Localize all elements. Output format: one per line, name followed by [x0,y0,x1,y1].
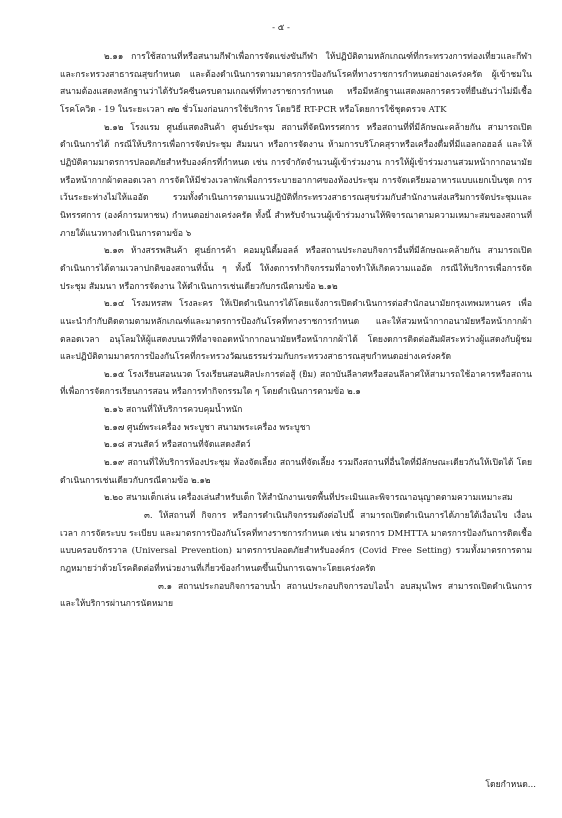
document-body [60,49,532,614]
clause-2-19: ๒.๑๙ สถานที่ให้บริการห้องประชุม ห้องจัดเลี้ยง สถานที่จัดเลี้ยง รวมถึงสถานที่อื่นใดที่มีลักษณะเดียวกันให้เปิดได้ โดยดำเนินการเช่นเดียวกับกรณีตามข้อ ๒.๑๒ [60,458,532,486]
continuation-note: โดยกำหนด... [485,780,536,790]
clause-2-18: ๒.๑๘ สวนสัตว์ หรือสถานที่จัดแสดงสัตว์ [104,440,251,451]
clause-2-20: ๒.๒๐ สนามเด็กเล่น เครื่องเล่นสำหรับเด็ก ให้สำนักงานเขตพื้นที่ประเมินและพิจารณาอนุญาตตามความเหมาะสม [104,493,513,504]
clause-2-15: ๒.๑๕ โรงเรียนสอนนวด โรงเรียนสอนศิลปะการต่อสู้ (ยิม) สถาบันลีลาศหรือสอนลีลาศให้สามารถใช้อาคารหรือสถานที่เพื่อการจัดการเรียนการสอน หรือการทำกิจกรรมใด ๆ โดยดำเนินการตามข้อ ๒.๑ [60,369,532,398]
clause-2-13: ๒.๑๓ ห้างสรรพสินค้า ศูนย์การค้า คอมมูนิตี้มอลล์ หรือสถานประกอบกิจการอื่นที่มีลักษณะคล้ายกัน สามารถเปิดดำเนินการได้ตามเวลาปกติของสถานที่นั้น ๆ ทั้งนี้ ให้งดการทำกิจกรรมที่อาจทำให้เกิดความแออัด กรณีให้บริการเพื่อการจัดประชุม สัมมนา หรือการจัดงาน ให้ดำเนินการเช่นเดียวกับกรณีตามข้อ ๒.๑๒ [60,246,532,292]
page-number: - ๕ - [272,23,290,33]
clause-3-1: ๓.๑ สถานประกอบกิจการอาบน้ำ สถานประกอบกิจการอบไอน้ำ อบสมุนไพร สามารถเปิดดำเนินการและให้บริการผ่านการนัดหมาย [60,581,532,610]
clause-2-16: ๒.๑๖ สถานที่ให้บริการควบคุมน้ำหนัก [104,405,243,416]
clause-2-17: ๒.๑๗ ศูนย์พระเครื่อง พระบูชา สนามพระเครื่อง พระบูชา [104,422,311,433]
clause-2-11: ๒.๑๑ การใช้สถานที่หรือสนามกีฬาเพื่อการจัดแข่งขันกีฬา ให้ปฏิบัติตามหลักเกณฑ์ที่กระทรวงการท่องเที่ยวและกีฬา และกระทรวงสาธารณสุขกำหนด และต้องดำเนินการตามมาตรการป้องกันโรคที่ทางราชการกำหนดอย่างเคร่งครัด ผู้เข้าชมในสนามต้องแสดงหลักฐานว่าได้รับวัคซีนครบตามเกณฑ์ที่ทางราชการกำหนด หรือมีหลักฐานแสดงผลการตรวจที่ยืนยันว่าไม่มีเชื้อโรคโควิด - 19 ในระยะเวลา ๗๒ ชั่วโมงก่อนการใช้บริการ โดยวิธี RT-PCR หรือโดยการใช้ชุดตรวจ ATK [60,52,532,115]
clause-2-14: ๒.๑๔ โรงมหรสพ โรงละคร ให้เปิดดำเนินการได้โดยแจ้งการเปิดดำเนินการต่อสำนักอนามัยกรุงเทพมหานคร เพื่อแนะนำกำกับติดตามตามหลักเกณฑ์และมาตรการป้องกันโรคที่ทางราชการกำหนด และให้สวมหน้ากากอนามัยหรือหน้ากากผ้าตลอดเวลา อนุโลมให้ผู้แสดงบนเวทีที่อาจถอดหน้ากากอนามัยหรือหน้ากากผ้าได้ โดยงดการติดต่อสัมผัสระหว่างผู้แสดงกับผู้ชม และปฏิบัติตามมาตรการป้องกันโรคที่กระทรวงวัฒนธรรมร่วมกับกระทรวงสาธารณสุขกำหนดอย่างเคร่งครัด [60,299,532,363]
clause-3: ๓. ให้สถานที่ กิจการ หรือการดำเนินกิจกรรมดังต่อไปนี้ สามารถเปิดดำเนินการได้ภายใต้เงื่อนไข เงื่อนเวลา การจัดระบบ ระเบียบ และมาตรการป้องกันโรคที่ทางราชการกำหนด เช่น มาตรการ DMHTTA มาตรการป้องกันการติดเชื้อแบบครอบจักรวาล (Universal Prevention) มาตรการปลอดภัยสำหรับองค์กร (Covid Free Setting) รวมทั้งมาตรการตามกฎหมายว่าด้วยโรคติดต่อที่หน่วยงานที่เกี่ยวข้องกำหนดขึ้นเป็นการเฉพาะโดยเคร่งครัด [60,511,532,575]
clause-2-12: ๒.๑๒ โรงแรม ศูนย์แสดงสินค้า ศูนย์ประชุม สถานที่จัดนิทรรศการ หรือสถานที่ที่มีลักษณะคล้ายกัน สามารถเปิดดำเนินการได้ กรณีให้บริการเพื่อการจัดประชุม สัมมนา หรือการจัดงาน ห้ามการบริโภคสุราหรือเครื่องดื่มที่มีแอลกอฮอล์ และให้ปฏิบัติตามมาตรการปลอดภัยสำหรับองค์กรที่กำหนด เช่น การจำกัดจำนวนผู้เข้าร่วมงาน การให้ผู้เข้าร่วมงานสวมหน้ากากอนามัยหรือหน้ากากผ้าตลอดเวลา การจัดให้มีช่วงเวลาพักเพื่อการระบายอากาศของห้องประชุม การจัดเตรียมอาหารแบบแยกเป็นชุด การเว้นระยะห่างไม่ให้แออัด รวมทั้งดำเนินการตามแนวปฏิบัติที่กระทรวงสาธารณสุขร่วมกับสำนักงานส่งเสริมการจัดประชุมและนิทรรศการ (องค์การมหาชน) กำหนดอย่างเคร่งครัด ทั้งนี้ สำหรับจำนวนผู้เข้าร่วมงานให้พิจารณาตามความเหมาะสมของสถานที่ภายใต้แนวทางดำเนินการตามข้อ ๖ [60,122,532,239]
